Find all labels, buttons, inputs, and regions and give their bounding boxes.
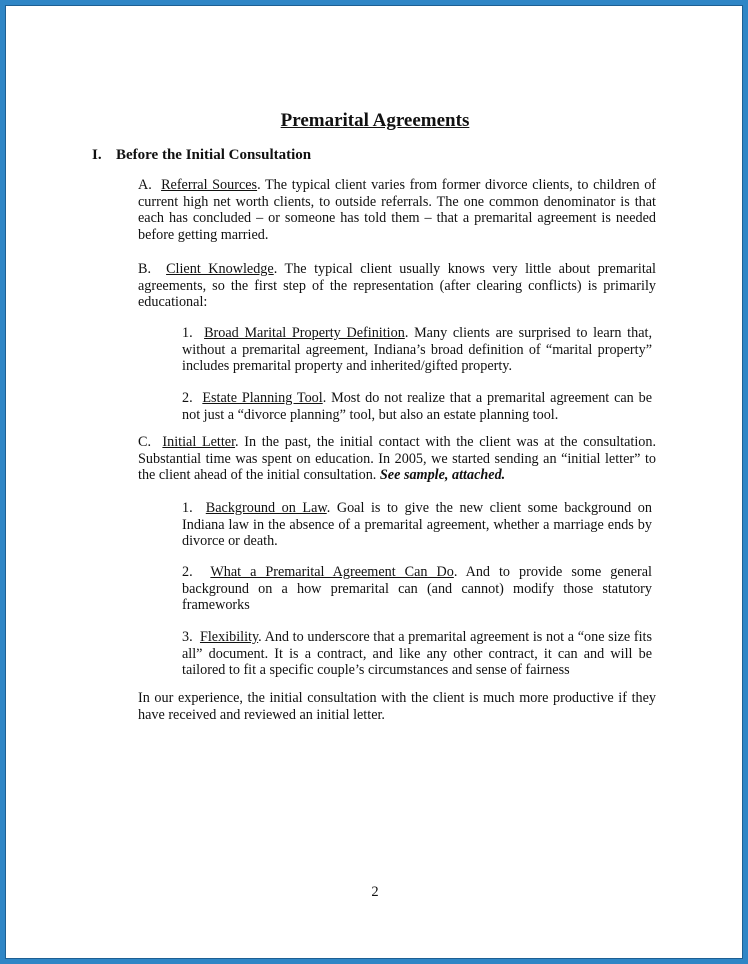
subitem-heading: Background on Law [205,500,327,516]
subitem-heading: Estate Planning Tool [202,390,323,406]
subitem-label: 1. [182,325,193,341]
item-label: C. [138,434,152,450]
subitem-heading: What a Premarital Agreement Can Do [210,564,454,580]
paragraph-initial-letter [138,434,656,484]
paragraph-broad-marital-property [182,325,652,375]
paragraph-flexibility [182,629,652,679]
item-text: . The typical client usually knows very little about premarital agreements, so the first step of the representation (after clearing conflicts) is primarily educational: [138,261,657,311]
item-label: A. [138,177,152,193]
item-text: . In the past, the initial contact with the client was at the consultation. Substantial time was spent on education. In 2005, we started sending an “initial letter” to the client ahead of the initial consultation. [138,434,657,484]
section-heading [92,147,311,164]
closing-paragraph: In our experience, the initial consultation with the client is much more productive if they have received and reviewed an initial letter. [138,690,656,723]
document-page [6,6,744,960]
section-title: Before the Initial Consultation [116,147,312,163]
document-title: Premarital Agreements [280,110,470,131]
subitem-label: 1. [182,500,193,516]
item-text: . The typical client varies from former divorce clients, to children of current high net worth clients, to outside referrals. The one common denominator is that each has concluded – or someone has told them – that a premarital agreement is needed before getting married. [138,177,657,243]
subitem-text: . And to provide some general background on a how premarital can (and cannot) modify those statutory frameworks [182,564,653,614]
subitem-text: . Goal is to give the new client some background on Indiana law in the absence of a premarital agreement, whether a marriage ends by divorce or death. [182,500,652,550]
page-number: 2 [371,884,379,900]
subitem-label: 3. [182,629,193,645]
sample-attached-note: See sample, attached. [379,467,506,484]
paragraph-referral-sources [138,177,656,243]
subitem-label: 2. [182,390,193,406]
paragraph-estate-planning-tool [182,390,652,423]
subitem-text: . Most do not realize that a premarital agreement can be not just a “divorce planning” tool, but also an estate planning tool. [182,390,653,423]
item-heading: Client Knowledge [166,261,274,277]
page-frame [5,5,743,959]
item-heading: Initial Letter [162,434,236,450]
subitem-label: 2. [182,564,193,580]
subitem-text: . And to underscore that a premarital agreement is not a “one size fits all” document. It is a contract, and like any other contract, it can and will be tailored to fit a specific couple’s circumstances and sense of fairness [182,629,653,679]
section-number: I. [92,147,102,163]
subitem-heading: Flexibility [199,629,259,645]
item-heading: Referral Sources [161,177,258,193]
paragraph-background-on-law [182,500,652,550]
item-label: B. [138,261,152,277]
subitem-heading: Broad Marital Property Definition [204,325,405,341]
paragraph-what-agreement-can-do [182,564,652,614]
subitem-text: . Many clients are surprised to learn that, without a premarital agreement, Indiana’s broad definition of “marital property” includes premarital property and inherited/gifted property. [182,325,653,375]
paragraph-client-knowledge [138,261,656,311]
